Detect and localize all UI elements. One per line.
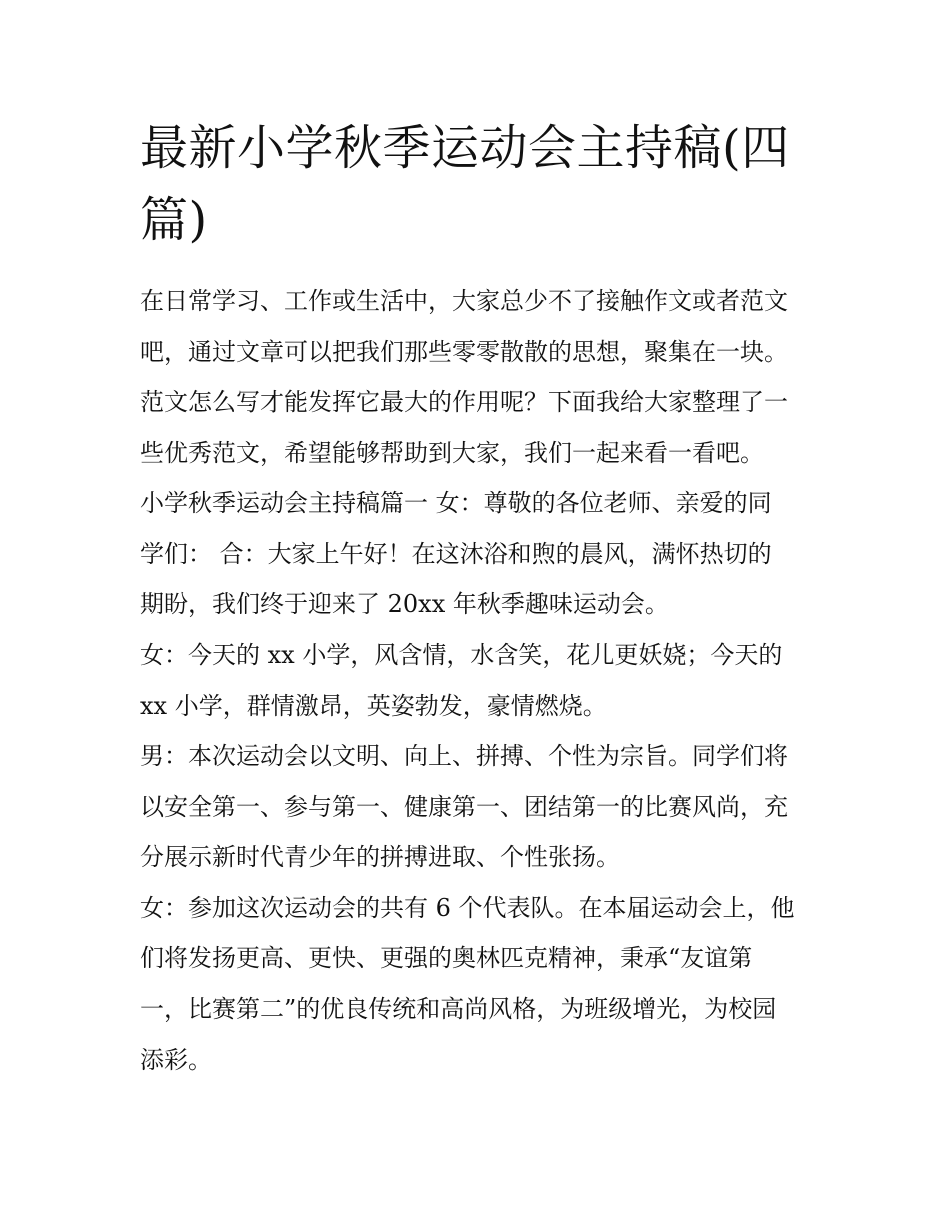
body-line-2: 吧，通过文章可以把我们那些零零散散的思想，聚集在一块。 xyxy=(140,338,788,366)
body-line-13: 女：参加这次运动会的共有 6 个代表队。在本届运动会上，他 xyxy=(140,894,795,922)
body-line-9: xx 小学，群情激昂，英姿勃发，豪情燃烧。 xyxy=(140,692,607,720)
body-line-11: 以安全第一、参与第一、健康第一、团结第一的比赛风尚，充 xyxy=(140,793,788,821)
body-line-16: 添彩。 xyxy=(140,1046,212,1074)
body-line-6: 学们： 合：大家上午好！在这沐浴和煦的晨风，满怀热切的 xyxy=(140,540,772,568)
body-line-14: 们将发扬更高、更快、更强的奥林匹克精神，秉承“友谊第 xyxy=(140,944,753,972)
body-line-3: 范文怎么写才能发挥它最大的作用呢？下面我给大家整理了一 xyxy=(140,388,788,416)
body-line-8: 女：今天的 xx 小学，风含情，水含笑，花儿更妖娆；今天的 xyxy=(140,641,783,669)
body-line-4: 些优秀范文，希望能够帮助到大家，我们一起来看一看吧。 xyxy=(140,439,764,467)
body-line-5: 小学秋季运动会主持稿篇一 女：尊敬的各位老师、亲爱的同 xyxy=(140,489,772,517)
document-title: 最新小学秋季运动会主持稿(四篇) xyxy=(140,120,790,248)
body-line-7: 期盼，我们终于迎来了 20xx 年秋季趣味运动会。 xyxy=(140,590,669,618)
body-line-15: 一，比赛第二”的优良传统和高尚风格，为班级增光，为校园 xyxy=(140,995,777,1023)
body-line-10: 男：本次运动会以文明、向上、拼搏、个性为宗旨。同学们将 xyxy=(140,742,788,770)
body-line-1: 在日常学习、工作或生活中，大家总少不了接触作文或者范文 xyxy=(140,287,788,315)
body-line-12: 分展示新时代青少年的拼搏进取、个性张扬。 xyxy=(140,843,620,871)
